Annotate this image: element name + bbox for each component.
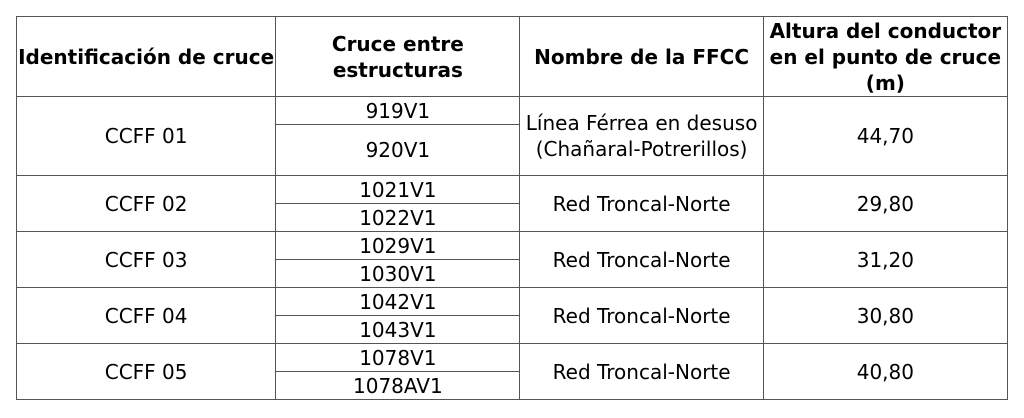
header-row xyxy=(17,17,1008,97)
header-conductor-height: Altura del conductor en el punto de cruce (m) xyxy=(763,17,1007,97)
header-structures: Cruce entre estructuras xyxy=(276,17,520,97)
crossing-id-cell: CCFF 05 xyxy=(17,344,276,400)
ffcc-name-cell: Red Troncal-Norte xyxy=(520,288,763,344)
structure-cell: 1078AV1 xyxy=(276,372,520,400)
structure-cell: 919V1 xyxy=(276,97,520,125)
ffcc-name-cell: Línea Férrea en desuso (Chañaral-Potrerillos) xyxy=(520,97,763,176)
crossing-id-cell: CCFF 03 xyxy=(17,232,276,288)
header-ffcc-name: Nombre de la FFCC xyxy=(520,17,763,97)
structure-cell: 1021V1 xyxy=(276,176,520,204)
structure-cell: 1043V1 xyxy=(276,316,520,344)
height-cell: 30,80 xyxy=(763,288,1007,344)
structure-cell: 1030V1 xyxy=(276,260,520,288)
structure-cell: 1042V1 xyxy=(276,288,520,316)
structure-cell: 920V1 xyxy=(276,125,520,176)
table-row xyxy=(17,176,1008,204)
structure-cell: 1029V1 xyxy=(276,232,520,260)
height-cell: 29,80 xyxy=(763,176,1007,232)
table-row xyxy=(17,232,1008,260)
crossing-id-cell: CCFF 01 xyxy=(17,97,276,176)
ffcc-name-cell: Red Troncal-Norte xyxy=(520,344,763,400)
ffcc-name-cell: Red Troncal-Norte xyxy=(520,232,763,288)
crossing-id-cell: CCFF 02 xyxy=(17,176,276,232)
height-cell: 44,70 xyxy=(763,97,1007,176)
ffcc-name-cell: Red Troncal-Norte xyxy=(520,176,763,232)
structure-cell: 1022V1 xyxy=(276,204,520,232)
structure-cell: 1078V1 xyxy=(276,344,520,372)
header-crossing-id: Identificación de cruce xyxy=(17,17,276,97)
height-cell: 40,80 xyxy=(763,344,1007,400)
crossings-table xyxy=(16,16,1008,400)
table-row xyxy=(17,344,1008,372)
crossing-id-cell: CCFF 04 xyxy=(17,288,276,344)
table-row xyxy=(17,288,1008,316)
height-cell: 31,20 xyxy=(763,232,1007,288)
table-row xyxy=(17,97,1008,125)
